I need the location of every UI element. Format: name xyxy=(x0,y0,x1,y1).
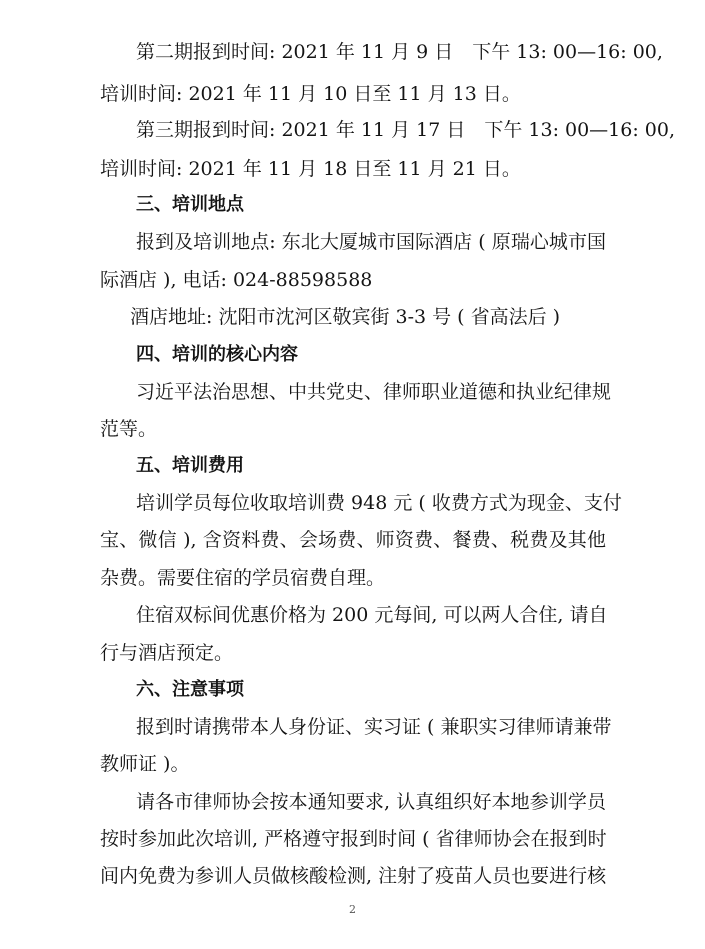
text-line: 教师证 )。 xyxy=(100,753,190,775)
text-line: 按时参加此次培训, 严格遵守报到时间 ( 省律师协会在报到时 xyxy=(100,828,607,850)
text-line: 宝、微信 ), 含资料费、会场费、师资费、餐费、税费及其他 xyxy=(100,529,606,551)
text-line: 杂费。需要住宿的学员宿费自理。 xyxy=(100,567,386,589)
text-line: 第二期报到时间: 2021 年 11 月 9 日 下午 13: 00—16: 00, xyxy=(136,41,663,63)
section-heading-fees: 五、培训费用 xyxy=(136,455,244,476)
text-line: 请各市律师协会按本通知要求, 认真组织好本地参训学员 xyxy=(136,791,606,813)
text-line: 范等。 xyxy=(100,418,158,440)
text-line: 报到及培训地点: 东北大厦城市国际酒店 ( 原瑞心城市国 xyxy=(136,231,606,253)
text-line: 住宿双标间优惠价格为 200 元每间, 可以两人合住, 请自 xyxy=(136,604,608,626)
text-line: 第三期报到时间: 2021 年 11 月 17 日 下午 13: 00—16: 00, xyxy=(136,119,676,141)
text-line: 习近平法治思想、中共党史、律师职业道德和执业纪律规 xyxy=(136,381,612,403)
text-line: 酒店地址: 沈阳市沈河区敬宾街 3-3 号 ( 省高法后 ) xyxy=(130,306,561,328)
section-heading-content: 四、培训的核心内容 xyxy=(136,344,298,365)
text-line: 培训时间: 2021 年 11 月 10 日至 11 月 13 日。 xyxy=(100,83,521,105)
section-heading-notes: 六、注意事项 xyxy=(136,679,244,700)
text-line: 培训时间: 2021 年 11 月 18 日至 11 月 21 日。 xyxy=(100,158,521,180)
text-line: 报到时请携带本人身份证、实习证 ( 兼职实习律师请兼带 xyxy=(136,716,612,738)
text-line: 际酒店 ), 电话: 024-88598588 xyxy=(100,269,373,291)
text-line: 培训学员每位收取培训费 948 元 ( 收费方式为现金、支付 xyxy=(136,492,622,514)
page-number: 2 xyxy=(349,903,356,916)
text-line: 间内免费为参训人员做核酸检测, 注射了疫苗人员也要进行核 xyxy=(100,865,607,887)
section-heading-location: 三、培训地点 xyxy=(136,194,244,215)
text-line: 行与酒店预定。 xyxy=(100,642,234,664)
